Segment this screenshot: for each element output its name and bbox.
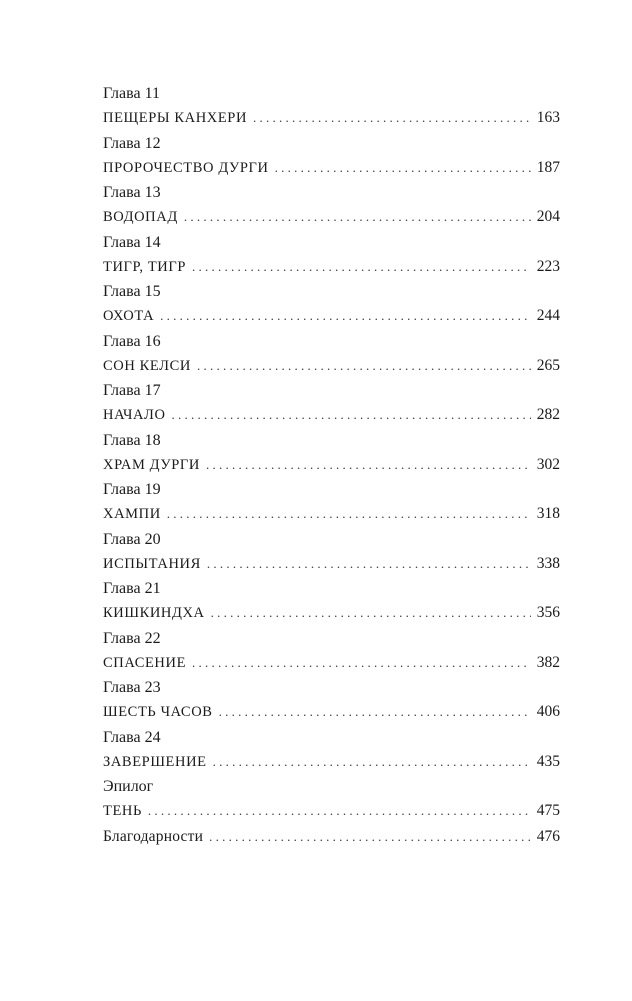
chapter-title: СПАСЕНИЕ (103, 654, 187, 671)
entry-row (103, 453, 560, 477)
toc-entry[interactable] (103, 577, 560, 627)
chapter-title: СОН КЕЛСИ (103, 357, 191, 374)
entry-row (103, 354, 560, 378)
chapter-title: ХАМПИ (103, 506, 161, 522)
chapter-label: Глава 20 (103, 530, 161, 548)
page-number: 302 (536, 455, 560, 473)
chapter-title: ПЕЩЕРЫ КАНХЕРИ (103, 110, 248, 126)
toc-entry[interactable] (103, 429, 560, 479)
chapter-label: Глава 19 (103, 481, 161, 498)
chapter-title: ИСПЫТАНИЯ (103, 555, 201, 572)
toc-entry-acknowledgements[interactable] (103, 825, 560, 875)
entry-row (103, 304, 560, 328)
toc-entry[interactable] (103, 726, 560, 776)
chapter-label: Глава 12 (103, 134, 161, 152)
chapter-label: Глава 23 (103, 679, 161, 696)
entry-row (103, 799, 560, 823)
page-number: 382 (536, 653, 560, 671)
chapter-title: ВОДОПАД (103, 209, 178, 225)
page-number: 187 (536, 158, 560, 176)
toc-entry[interactable] (103, 231, 560, 281)
dot-leader (148, 799, 531, 823)
chapter-title: ХРАМ ДУРГИ (103, 456, 200, 473)
page-number: 163 (536, 109, 560, 126)
entry-row (103, 255, 560, 279)
chapter-label: Глава 15 (103, 283, 161, 300)
entry-row (103, 651, 560, 675)
page-number: 476 (536, 827, 560, 845)
chapter-label: Глава 11 (103, 85, 160, 102)
dot-leader (197, 354, 531, 378)
table-of-contents (103, 82, 560, 874)
acknowledgements-title: Благодарности (103, 827, 204, 845)
toc-entry[interactable] (103, 330, 560, 380)
entry-row (103, 403, 560, 427)
chapter-label: Глава 24 (103, 728, 161, 746)
chapter-label: Глава 14 (103, 233, 161, 251)
toc-entry[interactable] (103, 379, 560, 429)
chapter-label: Глава 18 (103, 431, 161, 449)
page-number: 338 (536, 554, 560, 572)
chapter-label: Глава 22 (103, 629, 161, 647)
toc-entry[interactable] (103, 132, 560, 182)
dot-leader (206, 453, 531, 477)
chapter-label: Глава 17 (103, 382, 161, 399)
dot-leader (209, 825, 531, 849)
dot-leader (167, 502, 531, 526)
toc-entry[interactable] (103, 82, 560, 132)
dot-leader (172, 403, 531, 427)
toc-entry[interactable] (103, 528, 560, 578)
page-number: 406 (536, 703, 560, 720)
page-number: 265 (536, 356, 560, 374)
entry-row (103, 205, 560, 229)
chapter-label: Глава 21 (103, 580, 161, 597)
chapter-label: Глава 13 (103, 184, 161, 201)
dot-leader (160, 304, 531, 328)
page-number: 244 (536, 307, 560, 324)
toc-entry[interactable] (103, 280, 560, 330)
toc-entry[interactable] (103, 627, 560, 677)
chapter-title: ЗАВЕРШЕНИЕ (103, 753, 207, 770)
entry-row (103, 156, 560, 180)
dot-leader (275, 156, 531, 180)
page-number: 282 (536, 406, 560, 423)
page-number: 318 (536, 505, 560, 522)
dot-leader (192, 651, 531, 675)
chapter-title: ПРОРОЧЕСТВО ДУРГИ (103, 159, 269, 176)
entry-row (103, 750, 560, 774)
dot-leader (207, 552, 531, 576)
chapter-title: ОХОТА (103, 308, 155, 324)
entry-row (103, 552, 560, 576)
chapter-title: КИШКИНДХА (103, 605, 205, 621)
page-number: 435 (536, 752, 560, 770)
page-number: 356 (536, 604, 560, 621)
toc-entry[interactable] (103, 181, 560, 231)
page-number: 204 (536, 208, 560, 225)
dot-leader (213, 750, 531, 774)
dot-leader (184, 205, 531, 229)
chapter-title: НАЧАЛО (103, 407, 166, 423)
chapter-title: ШЕСТЬ ЧАСОВ (103, 704, 213, 720)
page-number: 475 (536, 802, 560, 819)
page-number: 223 (536, 257, 560, 275)
dot-leader (253, 106, 531, 130)
chapter-title: ТИГР, ТИГР (103, 258, 186, 275)
chapter-title: ТЕНЬ (103, 803, 142, 819)
dot-leader (192, 255, 531, 279)
chapter-label: Эпилог (103, 778, 154, 795)
dot-leader (219, 700, 531, 724)
entry-row (103, 502, 560, 526)
entry-row (103, 700, 560, 724)
dot-leader (211, 601, 531, 625)
chapter-label: Глава 16 (103, 332, 161, 350)
toc-entry[interactable] (103, 676, 560, 726)
entry-row (103, 825, 560, 849)
toc-entry-epilogue[interactable] (103, 775, 560, 825)
entry-row (103, 601, 560, 625)
toc-entry[interactable] (103, 478, 560, 528)
entry-row (103, 106, 560, 130)
